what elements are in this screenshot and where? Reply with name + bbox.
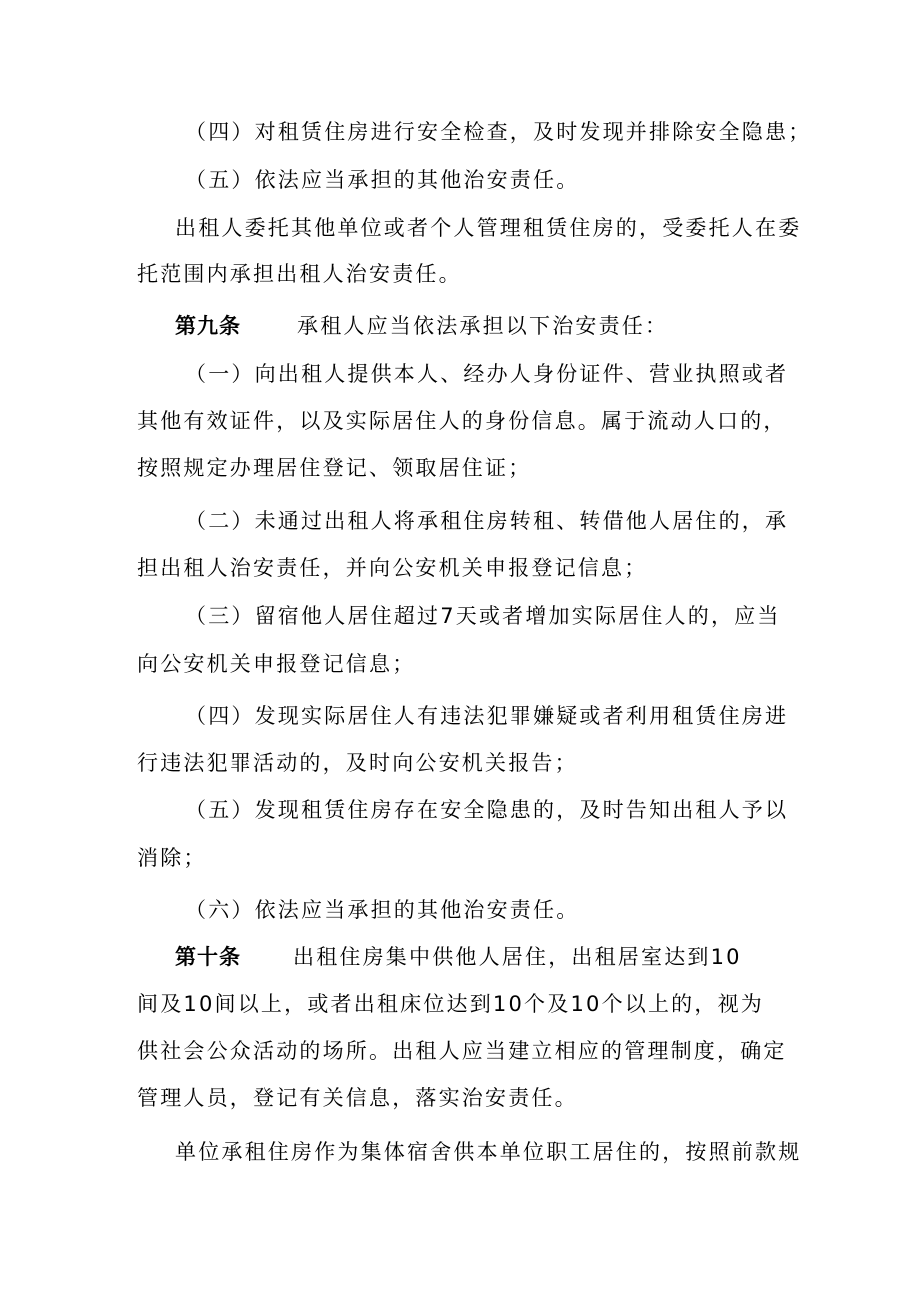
paragraph-line: （四）对租赁住房进行安全检查，及时发现并排除安全隐患； <box>185 120 812 144</box>
paragraph-line: 向公安机关申报登记信息； <box>137 652 416 676</box>
paragraph-line: （五）发现租赁住房存在安全隐患的，及时告知出租人予以 <box>185 798 789 822</box>
paragraph-line: （三）留宿他人居住超过7天或者增加实际居住人的，应当 <box>185 604 781 628</box>
paragraph-line: 管理人员，登记有关信息，落实治安责任。 <box>137 1086 578 1110</box>
article-9-text: 承租人应当依法承担以下治安责任： <box>297 314 669 338</box>
paragraph-line: 其他有效证件，以及实际居住人的身份信息。属于流动人口的， <box>137 409 787 433</box>
paragraph-line: 托范围内承担出租人治安责任。 <box>137 262 462 286</box>
article-9-line <box>175 311 668 341</box>
paragraph-line: 供社会公众活动的场所。出租人应当建立相应的管理制度，确定 <box>137 1039 787 1063</box>
paragraph-line: 消除； <box>137 846 207 870</box>
paragraph-line: （五）依法应当承担的其他治安责任。 <box>185 168 580 192</box>
paragraph-line: （一）向出租人提供本人、经办人身份证件、营业执照或者 <box>185 362 789 386</box>
paragraph-line: 单位承租住房作为集体宿舍供本单位职工居住的，按照前款规 <box>175 1140 802 1164</box>
paragraph-line: 担出租人治安责任，并向公安机关申报登记信息； <box>137 556 648 580</box>
paragraph-line: （六）依法应当承担的其他治安责任。 <box>185 898 580 922</box>
paragraph-line: 行违法犯罪活动的，及时向公安机关报告； <box>137 751 578 775</box>
paragraph-line: 间及10间以上，或者出租床位达到10个及10个以上的，视为 <box>137 992 764 1016</box>
paragraph-line: 出租人委托其他单位或者个人管理租赁住房的，受委托人在委 <box>175 216 802 240</box>
paragraph-line: （二）未通过出租人将承租住房转租、转借他人居住的，承 <box>185 509 789 533</box>
article-10-line <box>175 942 742 972</box>
article-10-heading: 第十条 <box>175 945 241 969</box>
paragraph-line: （四）发现实际居住人有违法犯罪嫌疑或者利用租赁住房进 <box>185 704 789 728</box>
article-9-heading: 第九条 <box>175 314 241 338</box>
article-10-text: 出租住房集中供他人居住，出租居室达到10 <box>293 945 742 969</box>
paragraph-line: 按照规定办理居住登记、领取居住证； <box>137 456 532 480</box>
